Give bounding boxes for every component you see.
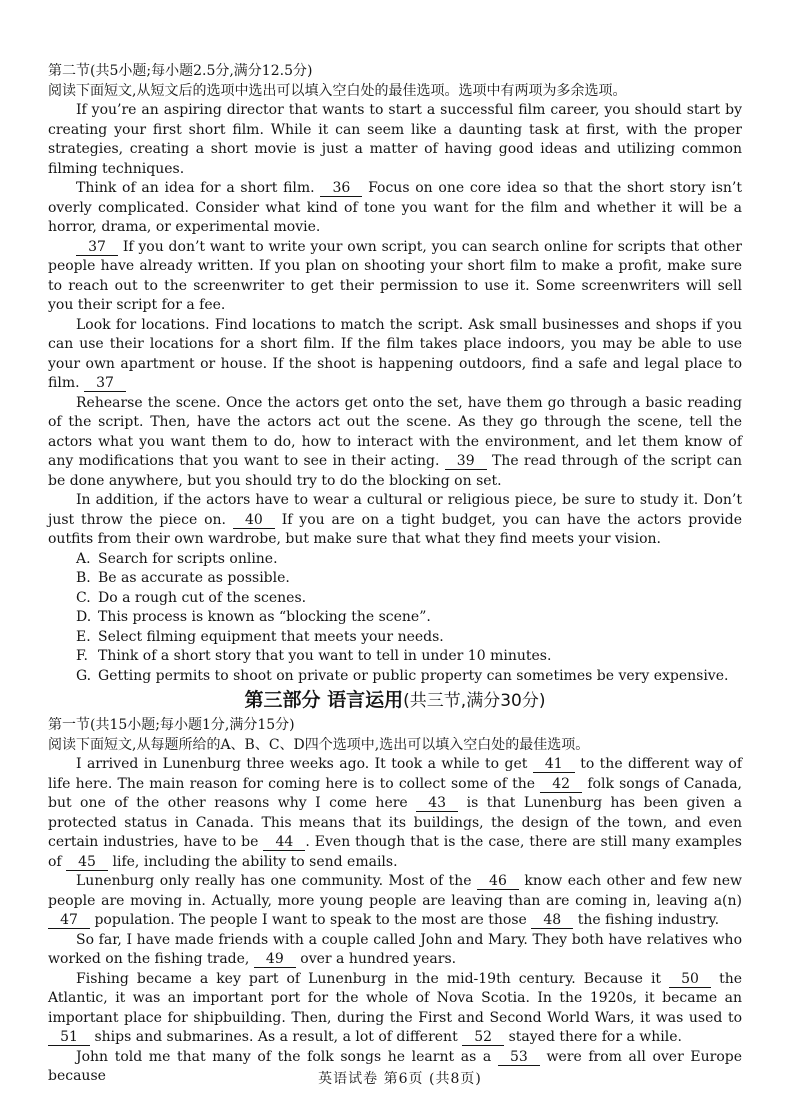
option-letter: F.	[76, 648, 88, 664]
option-letter: B.	[76, 570, 91, 586]
section1-paragraph	[48, 931, 742, 970]
answer-blank: 45	[66, 854, 108, 871]
answer-blank: 37	[84, 375, 126, 392]
section2-paragraph	[48, 101, 742, 179]
answer-blank: 40	[233, 512, 275, 529]
option-text: Be as accurate as possible.	[98, 570, 290, 586]
paragraph-text: The read through of the script can be done anywhere, but you should try to do the blocking on set.	[48, 453, 742, 489]
paragraph-text: the fishing industry.	[573, 912, 720, 928]
section2-passage	[48, 101, 742, 550]
option-text: This process is known as “blocking the scene”.	[98, 609, 431, 625]
answer-blank: 52	[462, 1029, 504, 1046]
paragraph-text: over a hundred years.	[295, 951, 457, 967]
answer-blank: 51	[48, 1029, 90, 1046]
paragraph-text: If you don’t want to write your own script, you can search online for scripts that other people have already written. If you plan on shooting your short film to make a profit, make sure to reach out to the screenwriter to get their permission to use it. Some screenwriters will sell you their script for a fee.	[48, 238, 742, 313]
paragraph-text: Fishing became a key part of Lunenburg in the mid-19th century. Because it	[76, 970, 670, 987]
answer-blank: 50	[669, 971, 711, 988]
section2-paragraph	[48, 179, 742, 238]
paragraph-text: Rehearse the scene. Once the actors get onto the set, have them go through a basic reading of the script. Then, have the actors act out the scene. As they go through the scene, tell the actors what you want them to do, how to interact with the environment, and let them know of any modifications that you want to see in their acting.	[48, 394, 742, 469]
section2-instruction: 阅读下面短文,从短文后的选项中选出可以填入空白处的最佳选项。选项中有两项为多余选项。	[48, 82, 627, 99]
paragraph-text: In addition, if the actors have to wear a cultural or religious piece, be sure to study it. Don’t just throw the piece on.	[48, 492, 742, 528]
option-item	[76, 628, 742, 648]
option-text: Getting permits to shoot on private or public property can sometimes be very expensive.	[98, 667, 729, 684]
option-item	[76, 608, 742, 628]
paragraph-text: life, including the ability to send emails.	[108, 853, 398, 870]
paragraph-text: Lunenburg only really has one community. Most of the	[76, 873, 477, 889]
paragraph-text: were from all over Europe because	[48, 1048, 743, 1084]
option-letter: C.	[76, 589, 91, 606]
option-letter: G.	[76, 667, 92, 684]
section2-paragraph	[48, 491, 742, 550]
answer-options	[48, 550, 742, 687]
section2-heading: 第二节(共5小题;每小题2.5分,满分12.5分)	[48, 63, 313, 79]
option-text: Select filming equipment that meets your needs.	[98, 628, 444, 645]
answer-blank: 53	[498, 1049, 540, 1066]
paragraph-text: Think of an idea for a short film.	[76, 180, 321, 196]
part3-title	[48, 688, 742, 713]
answer-blank: 49	[254, 951, 296, 968]
answer-blank: 37	[76, 239, 118, 256]
part3-title-main: 第三部分 语言运用	[244, 689, 404, 711]
paragraph-text: If you’re an aspiring director that wants to start a successful film career, you should start by creating your first short film. While it can seem like a daunting task at first, with the proper strategies, creating a short movie is just a matter of having good ideas and utilizing common filming techniques.	[48, 102, 742, 177]
option-letter: A.	[76, 550, 91, 567]
paragraph-text: Focus on one core idea so that the short story isn’t overly complicated. Consider what kind of tone you want for the film and whether it will be a horror, drama, or experimental movie.	[48, 180, 742, 235]
option-item	[76, 647, 742, 667]
answer-blank: 44	[263, 834, 305, 851]
option-item	[76, 667, 742, 687]
paragraph-text: If you are on a tight budget, you can have the actors provide outfits from their own wardrobe, but make sure that what they find meets your vision.	[48, 511, 742, 547]
section1-paragraph	[48, 970, 742, 1048]
page-content	[48, 62, 742, 1087]
page-footer: 英语试卷 第6页 (共8页)	[318, 1071, 482, 1087]
option-item	[76, 550, 742, 570]
section1-passage	[48, 755, 742, 1087]
section1-paragraph	[48, 755, 742, 872]
paragraph-text: . Even though that is the case, there are still many examples of	[48, 834, 742, 870]
paragraph-text: Look for locations. Find locations to match the script. Ask small businesses and shops if you can use their locations for a short film. If the film takes place indoors, you may be able to use your own apartment or house. If the shoot is happening outdoors, find a safe and legal place to film.	[48, 316, 742, 391]
paragraph-text: stayed there for a while.	[504, 1029, 682, 1045]
section2-paragraph	[48, 316, 742, 394]
part3-title-sub: (共三节,满分30分)	[403, 691, 546, 711]
option-letter: D.	[76, 609, 92, 625]
paragraph-text: the Atlantic, it was an important port for the whole of Nova Scotia. In the 1920s, it became an important place for shipbuilding. Then, during the First and Second World Wars, it was used to	[48, 970, 742, 1026]
option-text: Search for scripts online.	[98, 550, 278, 567]
paragraph-text: know each other and few new people are moving in. Actually, more young people are leaving than are coming in, leaving a(n)	[48, 873, 743, 909]
section2-paragraph	[48, 394, 742, 492]
option-letter: E.	[76, 628, 91, 645]
paragraph-text: to the different way of life here. The main reason for coming here is to collect some of the	[48, 756, 743, 792]
answer-blank: 36	[320, 180, 362, 197]
answer-blank: 47	[48, 912, 90, 929]
paragraph-text: John told me that many of the folk songs he learnt as a	[76, 1048, 498, 1065]
section1-instruction: 阅读下面短文,从每题所给的A、B、C、D四个选项中,选出可以填入空白处的最佳选项。	[48, 736, 590, 753]
answer-blank: 41	[533, 756, 575, 773]
option-item	[76, 589, 742, 609]
answer-blank: 43	[416, 795, 458, 812]
option-text: Do a rough cut of the scenes.	[98, 589, 307, 606]
answer-blank: 48	[531, 912, 573, 929]
paragraph-text: population. The people I want to speak to the most are those	[90, 912, 532, 928]
paragraph-text: So far, I have made friends with a couple called John and Mary. They both have relatives who worked on the fishing trade,	[48, 931, 742, 967]
section1-paragraph	[48, 872, 742, 931]
answer-blank: 39	[445, 453, 487, 470]
paragraph-text: is that Lunenburg has been given a protected status in Canada. This means that its buildings, the design of the town, and even certain industries, have to be	[48, 795, 742, 850]
paragraph-text: I arrived in Lunenburg three weeks ago. It took a while to get	[76, 756, 533, 772]
section1-heading: 第一节(共15小题;每小题1分,满分15分)	[48, 717, 295, 733]
paragraph-text: ships and submarines. As a result, a lot of different	[90, 1029, 463, 1045]
section2-paragraph	[48, 238, 742, 316]
answer-blank: 42	[540, 776, 582, 793]
paragraph-text: folk songs of Canada, but one of the other reasons why I come here	[48, 775, 742, 811]
option-text: Think of a short story that you want to tell in under 10 minutes.	[98, 648, 552, 664]
option-item	[76, 569, 742, 589]
answer-blank: 46	[477, 873, 519, 890]
